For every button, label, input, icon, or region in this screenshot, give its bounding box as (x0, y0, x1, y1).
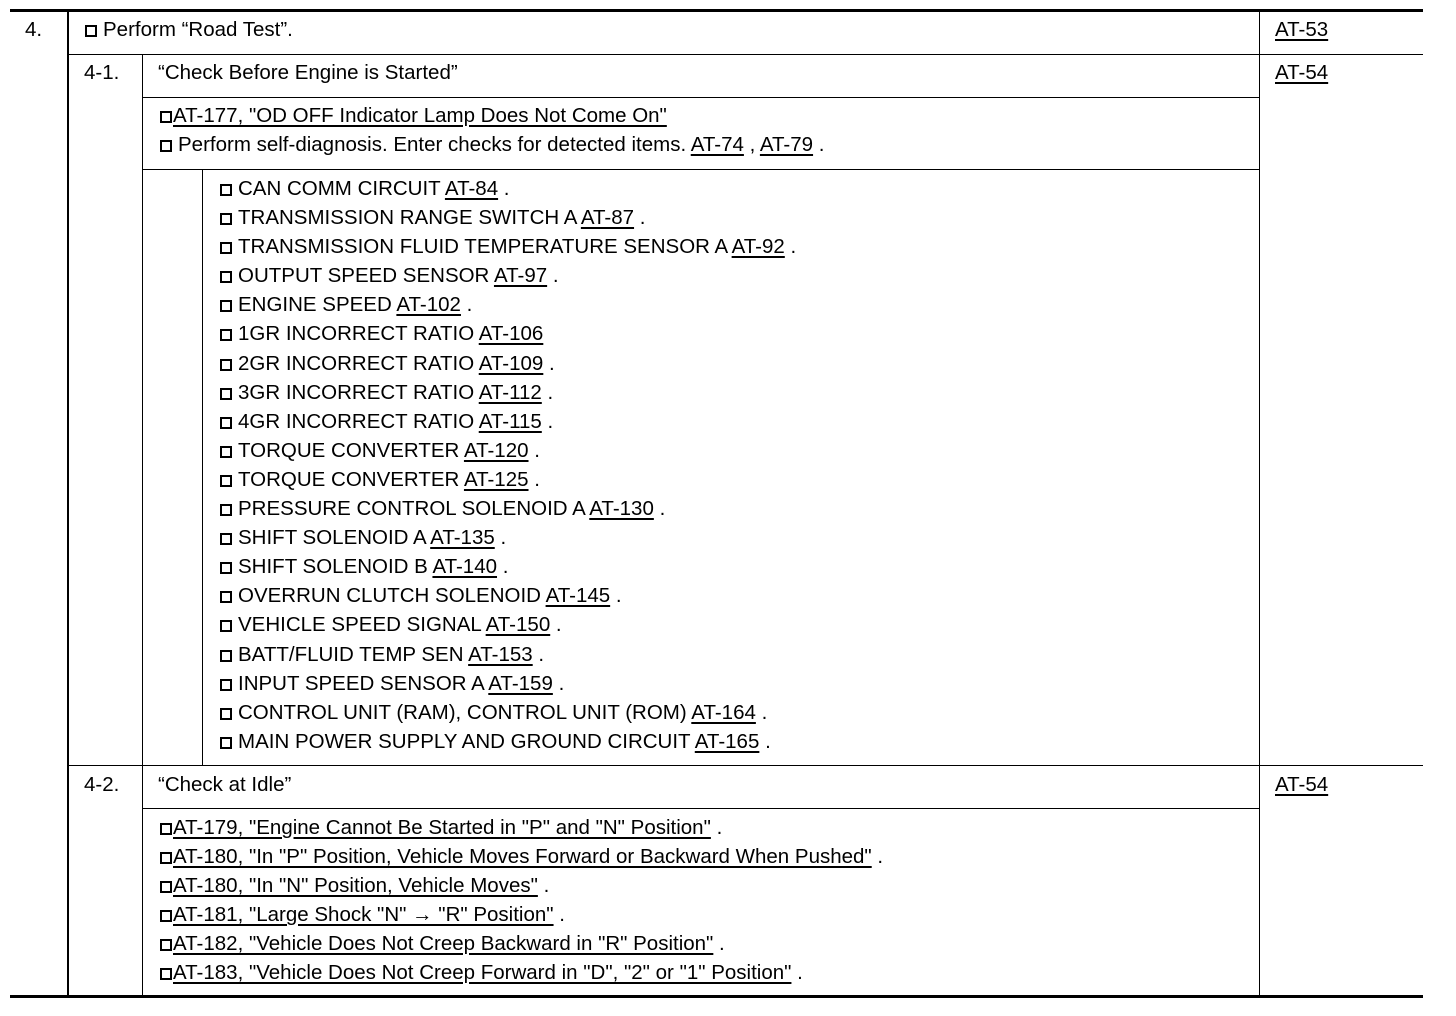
item-link[interactable]: AT-125 (463, 467, 529, 491)
list-item (220, 319, 796, 348)
selfdiag-link-2[interactable]: AT-79 (759, 133, 814, 156)
list-item (160, 871, 883, 900)
item-end: . (500, 526, 507, 550)
substep-2-ref-link-text[interactable]: AT-54 (1275, 773, 1329, 796)
item-label: SHIFT SOLENOID A (238, 526, 426, 550)
dtc-check-list (220, 174, 796, 756)
list-item (160, 813, 883, 842)
checkbox[interactable] (160, 881, 172, 893)
item-link[interactable]: AT-130 (589, 497, 654, 521)
item-label: 3GR INCORRECT RATIO (238, 380, 475, 404)
item-label: 4GR INCORRECT RATIO (238, 409, 475, 433)
checkbox[interactable] (160, 111, 172, 123)
item-link[interactable]: AT-97 (493, 264, 548, 288)
list-item (220, 232, 796, 261)
item-end: . (503, 177, 510, 200)
list-item (220, 727, 796, 756)
item-label: 2GR INCORRECT RATIO (238, 351, 475, 375)
item-link[interactable]: AT-109 (478, 351, 544, 375)
checkbox[interactable] (220, 300, 232, 312)
list-item (220, 698, 796, 727)
item-link[interactable]: AT-92 (731, 235, 785, 259)
checkbox[interactable] (220, 650, 232, 662)
checkbox[interactable] (160, 852, 172, 864)
item-link[interactable]: AT-87 (580, 206, 635, 230)
checkbox[interactable] (220, 271, 232, 283)
item-end: . (558, 671, 565, 695)
item-link[interactable]: AT-165 (694, 729, 760, 753)
item-label: SHIFT SOLENOID B (238, 555, 428, 579)
column-divider-inner (202, 169, 203, 765)
step-title-text: Perform “Road Test”. (103, 18, 293, 41)
checkbox[interactable] (220, 359, 232, 371)
substep-2-ref-link[interactable] (1275, 773, 1328, 797)
selfdiag-end: . (818, 133, 825, 156)
list-item (220, 436, 796, 465)
checkbox[interactable] (85, 25, 97, 37)
item-link[interactable]: AT-115 (478, 409, 542, 433)
list-item (220, 640, 796, 669)
checkbox[interactable] (160, 823, 172, 835)
item-link[interactable]: AT-120 (463, 438, 529, 462)
table-bottom-border (10, 995, 1423, 998)
selfdiag-link-1[interactable]: AT-74 (690, 133, 744, 156)
table-top-border (10, 9, 1423, 12)
item-link[interactable]: AT-181, "Large Shock "N" → "R" Position" (173, 903, 554, 927)
row-divider-4-2 (68, 765, 1423, 766)
item-end: . (639, 206, 646, 230)
selfdiag-separator: , (749, 133, 756, 156)
list-item (220, 290, 796, 319)
item-label: CONTROL UNIT (RAM), CONTROL UNIT (ROM) (238, 700, 687, 724)
item-link[interactable]: AT-182, "Vehicle Does Not Creep Backward in "R" Position" (173, 932, 714, 956)
item-link[interactable]: AT-183, "Vehicle Does Not Creep Forward in "D", "2" or "1" Position" (173, 961, 792, 985)
checkbox[interactable] (220, 708, 232, 720)
item-end: . (719, 932, 725, 956)
item-end: . (761, 700, 768, 724)
checkbox[interactable] (220, 446, 232, 458)
item-end: . (615, 584, 622, 608)
item-link[interactable]: AT-112 (478, 380, 542, 404)
item-end: . (534, 438, 540, 462)
substep-1-title: “Check Before Engine is Started” (158, 61, 458, 84)
checkbox[interactable] (220, 562, 232, 574)
selfdiag-text: Perform self-diagnosis. Enter checks for detected items. (178, 133, 687, 156)
column-divider-2 (142, 54, 143, 996)
symptom-link[interactable]: AT-177, "OD OFF Indicator Lamp Does Not Come On" (173, 104, 667, 127)
step-ref-link[interactable] (1275, 18, 1328, 42)
checkbox[interactable] (220, 242, 232, 254)
symptom-line (160, 104, 667, 128)
list-item (220, 203, 796, 232)
list-item (220, 581, 796, 610)
checkbox[interactable] (220, 417, 232, 429)
item-end: . (765, 729, 771, 753)
list-item (220, 174, 796, 203)
list-item (220, 378, 796, 407)
item-link[interactable]: AT-164 (691, 700, 756, 724)
list-item (220, 407, 796, 436)
item-link[interactable]: AT-140 (432, 555, 498, 579)
list-item (220, 494, 796, 523)
item-label: INPUT SPEED SENSOR A (238, 671, 484, 695)
item-label: BATT/FLUID TEMP SEN (238, 642, 464, 666)
row-divider-4-1 (68, 54, 1423, 55)
item-end: . (534, 467, 540, 491)
idle-check-list (160, 813, 883, 988)
list-item (220, 465, 796, 494)
item-end: . (543, 874, 550, 898)
substep-1-number: 4-1. (84, 61, 120, 84)
item-link[interactable]: AT-153 (468, 642, 533, 666)
step-number: 4. (25, 18, 43, 41)
list-item (220, 523, 796, 552)
item-end: . (502, 555, 509, 579)
substep-2-number: 4-2. (84, 773, 120, 796)
item-link[interactable]: AT-84 (444, 177, 499, 200)
item-link[interactable]: AT-145 (545, 584, 611, 608)
item-end: . (559, 903, 565, 927)
checkbox[interactable] (220, 213, 232, 225)
column-divider-ref (1259, 9, 1260, 997)
row-divider-symptom (142, 97, 1260, 98)
item-label: CAN COMM CIRCUIT (238, 177, 441, 200)
checkbox[interactable] (220, 679, 232, 691)
list-item (160, 842, 883, 871)
item-link[interactable]: AT-180, "In "N" Position, Vehicle Moves" (173, 874, 538, 898)
item-link[interactable]: AT-180, "In "P" Position, Vehicle Moves Forward or Backward When Pushed" (173, 845, 872, 869)
item-link[interactable]: AT-106 (478, 322, 544, 346)
checkbox[interactable] (220, 620, 232, 632)
substep-1-ref-link[interactable] (1275, 61, 1328, 85)
column-divider-1 (67, 9, 69, 997)
step-title (85, 18, 293, 42)
item-link[interactable]: AT-102 (396, 293, 461, 317)
checkbox[interactable] (160, 939, 172, 951)
checkbox[interactable] (220, 533, 232, 545)
item-link[interactable]: AT-150 (485, 613, 551, 637)
list-item (160, 958, 883, 987)
item-end: . (466, 293, 473, 317)
checkbox[interactable] (220, 184, 232, 196)
checkbox[interactable] (160, 968, 172, 980)
item-label: TORQUE CONVERTER (238, 438, 460, 462)
substep-1-ref-link-text[interactable]: AT-54 (1275, 61, 1329, 84)
item-end: . (555, 613, 562, 637)
item-label: PRESSURE CONTROL SOLENOID A (238, 497, 585, 521)
list-item (160, 900, 883, 929)
list-item (220, 261, 796, 290)
list-item (220, 610, 796, 639)
item-label: ENGINE SPEED (238, 293, 392, 317)
item-end: . (877, 845, 884, 869)
item-label: VEHICLE SPEED SIGNAL (238, 613, 482, 637)
checkbox[interactable] (220, 475, 232, 487)
list-item (220, 552, 796, 581)
item-end: . (659, 497, 666, 521)
checkbox[interactable] (220, 737, 232, 749)
list-item (160, 929, 883, 958)
checkbox[interactable] (220, 591, 232, 603)
checkbox[interactable] (220, 504, 232, 516)
item-end: . (797, 961, 803, 985)
substep-2-title: “Check at Idle” (158, 773, 292, 796)
item-label: OUTPUT SPEED SENSOR (238, 264, 490, 288)
step-ref-link-text[interactable]: AT-53 (1275, 18, 1329, 41)
item-label: TRANSMISSION RANGE SWITCH A (238, 206, 577, 230)
item-link[interactable]: AT-135 (430, 526, 495, 550)
row-divider-items (142, 169, 1260, 170)
item-end: . (716, 816, 723, 839)
list-item (220, 669, 796, 698)
item-label: OVERRUN CLUTCH SOLENOID (238, 584, 541, 608)
checkbox[interactable] (220, 329, 232, 341)
item-label: MAIN POWER SUPPLY AND GROUND CIRCUIT (238, 729, 691, 753)
item-end: . (547, 409, 554, 433)
item-label: TORQUE CONVERTER (238, 467, 460, 491)
item-end: . (552, 264, 559, 288)
item-end: . (549, 351, 555, 375)
item-label: TRANSMISSION FLUID TEMPERATURE SENSOR A (238, 235, 728, 259)
row-divider-idle (142, 808, 1260, 809)
item-link[interactable]: AT-179, "Engine Cannot Be Started in "P" and "N" Position" (173, 816, 711, 839)
item-end: . (538, 642, 545, 666)
item-end: . (790, 235, 797, 259)
checkbox[interactable] (160, 910, 172, 922)
item-label: 1GR INCORRECT RATIO (238, 322, 475, 346)
list-item (220, 349, 796, 378)
checkbox[interactable] (220, 388, 232, 400)
selfdiag-line (160, 133, 824, 157)
item-end: . (547, 380, 554, 404)
item-link[interactable]: AT-159 (488, 671, 553, 695)
checkbox[interactable] (160, 140, 172, 152)
